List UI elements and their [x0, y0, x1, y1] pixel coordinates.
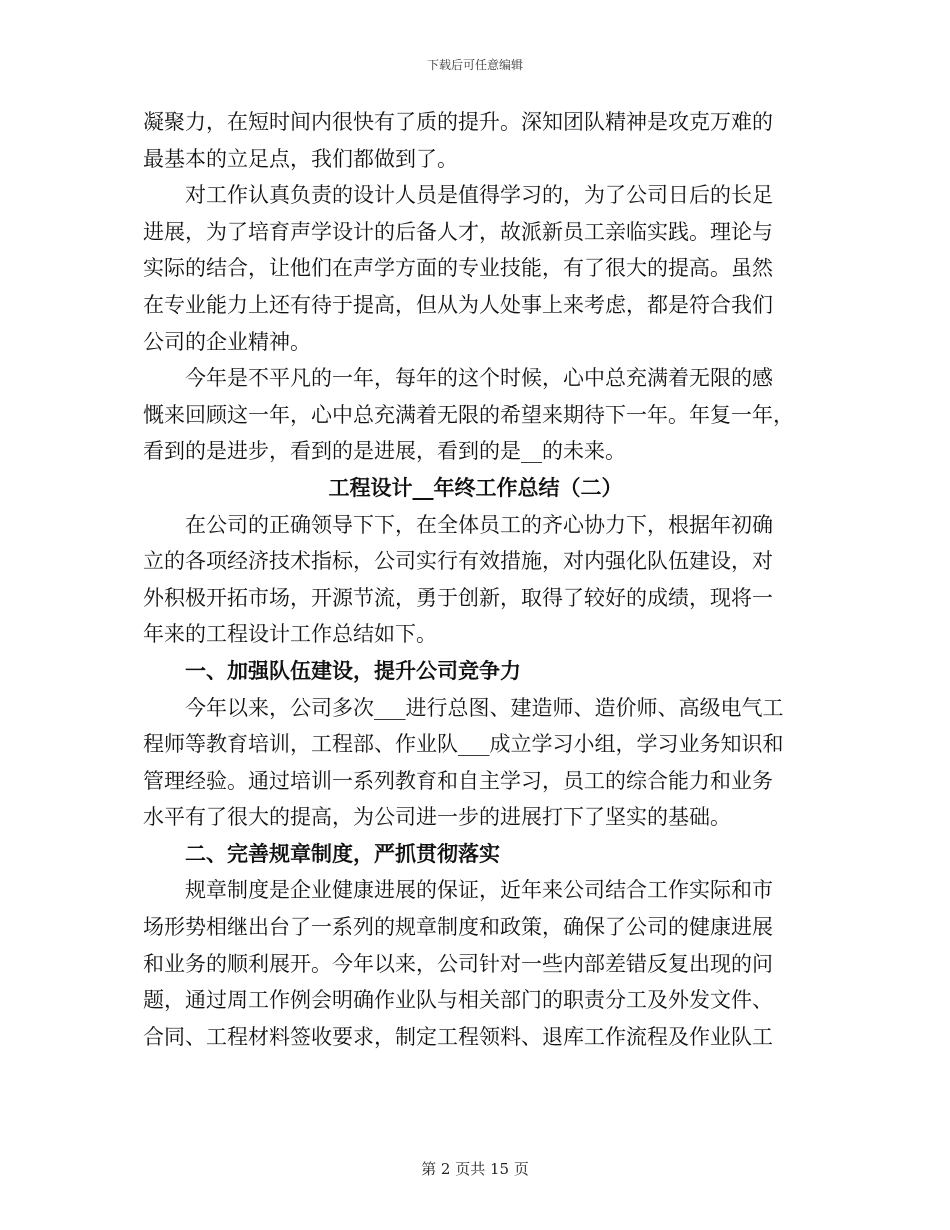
paragraph-start-line: 今年是不平凡的一年，每年的这个时候，心中总充满着无限的感	[185, 366, 773, 391]
text-line: 在专业能力上还有待于提高，但从为人处事上来考虑，都是符合我们	[143, 292, 773, 317]
subheading-1: 一、加强队伍建设，提升公司竞争力	[185, 657, 521, 683]
text-line: 进展，为了培育声学设计的后备人才，故派新员工亲临实践。理论与	[143, 219, 773, 244]
paragraph-start-line: 对工作认真负责的设计人员是值得学习的，为了公司日后的长足	[185, 183, 773, 208]
text-line: 水平有了很大的提高，为公司进一步的进展打下了坚实的基础。	[143, 805, 731, 830]
text-line: 慨来回顾这一年，心中总充满着无限的希望来期待下一年。年复一年，	[143, 402, 794, 427]
document-body	[143, 104, 808, 1055]
text-line: 最基本的立足点，我们都做到了。	[143, 146, 458, 171]
text-line: 立的各项经济技术指标，公司实行有效措施，对内强化队伍建设，对	[143, 549, 773, 574]
text-line: 和业务的顺利展开。今年以来，公司针对一些内部差错反复出现的问	[143, 951, 773, 976]
text-line: 题，通过周工作例会明确作业队与相关部门的职责分工及外发文件、	[143, 988, 773, 1013]
section-title: 工程设计__年终工作总结（二）	[328, 474, 623, 500]
subheading-2: 二、完善规章制度，严抓贯彻落实	[185, 840, 500, 866]
text-line: 程师等教育培训，工程部、作业队___成立学习小组，学习业务知识和	[143, 732, 784, 757]
text-line: 实际的结合，让他们在声学方面的专业技能，有了很大的提高。虽然	[143, 256, 773, 281]
paragraph-start-line: 在公司的正确领导下下，在全体员工的齐心协力下，根据年初确	[185, 512, 773, 537]
text-line: 公司的企业精神。	[143, 329, 311, 354]
page-header: 下载后可任意编辑	[426, 58, 523, 72]
text-line: 外积极开拓市场，开源节流，勇于创新，取得了较好的成绩，现将一	[143, 585, 773, 610]
page-footer: 第 2 页共 15 页	[421, 1160, 529, 1178]
text-line: 看到的是进步，看到的是进展，看到的是__的未来。	[143, 439, 626, 464]
text-line: 场形势相继出台了一系列的规章制度和政策，确保了公司的健康进展	[143, 915, 773, 940]
paragraph-start-line: 规章制度是企业健康进展的保证，近年来公司结合工作实际和市	[185, 878, 773, 903]
paragraph-start-line: 今年以来，公司多次___进行总图、建造师、造价师、高级电气工	[185, 695, 784, 720]
text-line: 凝聚力，在短时间内很快有了质的提升。深知团队精神是攻克万难的	[143, 110, 773, 134]
text-line: 管理经验。通过培训一系列教育和自主学习，员工的综合能力和业务	[143, 768, 773, 793]
text-line: 年来的工程设计工作总结如下。	[143, 622, 437, 647]
text-line: 合同、工程材料签收要求，制定工程领料、退库工作流程及作业队工	[143, 1024, 773, 1049]
